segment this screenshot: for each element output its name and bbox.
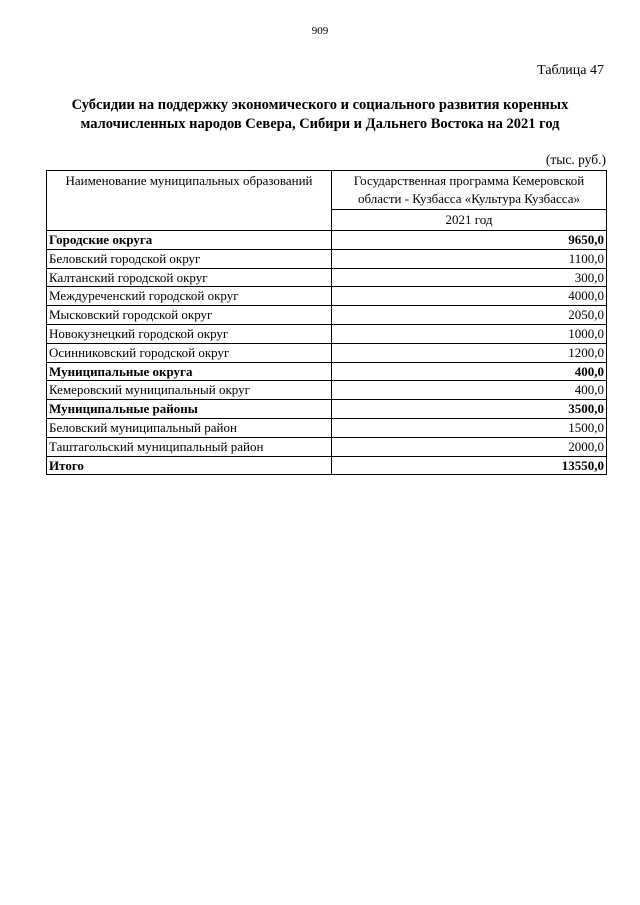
row-name-cell: Муниципальные районы [47,400,332,419]
row-name-cell: Итого [47,456,332,475]
row-value-cell: 3500,0 [332,400,607,419]
table-label: Таблица 47 [537,63,604,78]
row-name-cell: Мысковский городской округ [47,306,332,325]
row-value-cell: 1500,0 [332,418,607,437]
table-row [47,362,607,381]
column-header-name: Наименование муниципальных образований [47,171,332,231]
table-row [47,343,607,362]
table-row [47,249,607,268]
table-row [47,400,607,419]
row-name-cell: Беловский городской округ [47,249,332,268]
row-name-cell: Междуреченский городской округ [47,287,332,306]
row-value-cell: 4000,0 [332,287,607,306]
subsidy-table [46,170,607,475]
column-header-program: Государственная программа Кемеровской области - Кузбасса «Культура Кузбасса» [332,171,607,210]
table-header-row [47,171,607,210]
column-header-year: 2021 год [332,210,607,231]
table-row [47,231,607,250]
table-row [47,306,607,325]
row-value-cell: 1100,0 [332,249,607,268]
row-value-cell: 13550,0 [332,456,607,475]
row-value-cell: 2000,0 [332,437,607,456]
units-label: (тыс. руб.) [545,152,606,167]
row-value-cell: 400,0 [332,362,607,381]
table-row [47,381,607,400]
table-body [47,231,607,475]
document-title: Субсидии на поддержку экономического и социального развития коренных малочисленных народов Севера, Сибири и Дальнего Востока на 2021 год [71,97,569,132]
row-name-cell: Таштагольский муниципальный район [47,437,332,456]
row-value-cell: 2050,0 [332,306,607,325]
table-row [47,287,607,306]
row-name-cell: Беловский муниципальный район [47,418,332,437]
row-name-cell: Муниципальные округа [47,362,332,381]
table-row [47,418,607,437]
row-value-cell: 1000,0 [332,324,607,343]
row-name-cell: Новокузнецкий городской округ [47,324,332,343]
row-value-cell: 9650,0 [332,231,607,250]
row-name-cell: Калтанский городской округ [47,268,332,287]
row-value-cell: 1200,0 [332,343,607,362]
row-name-cell: Кемеровский муниципальный округ [47,381,332,400]
row-name-cell: Городские округа [47,231,332,250]
table-row [47,268,607,287]
row-value-cell: 300,0 [332,268,607,287]
table-row [47,324,607,343]
page-number: 909 [311,25,329,37]
row-name-cell: Осинниковский городской округ [47,343,332,362]
row-value-cell: 400,0 [332,381,607,400]
table-row [47,456,607,475]
table-row [47,437,607,456]
